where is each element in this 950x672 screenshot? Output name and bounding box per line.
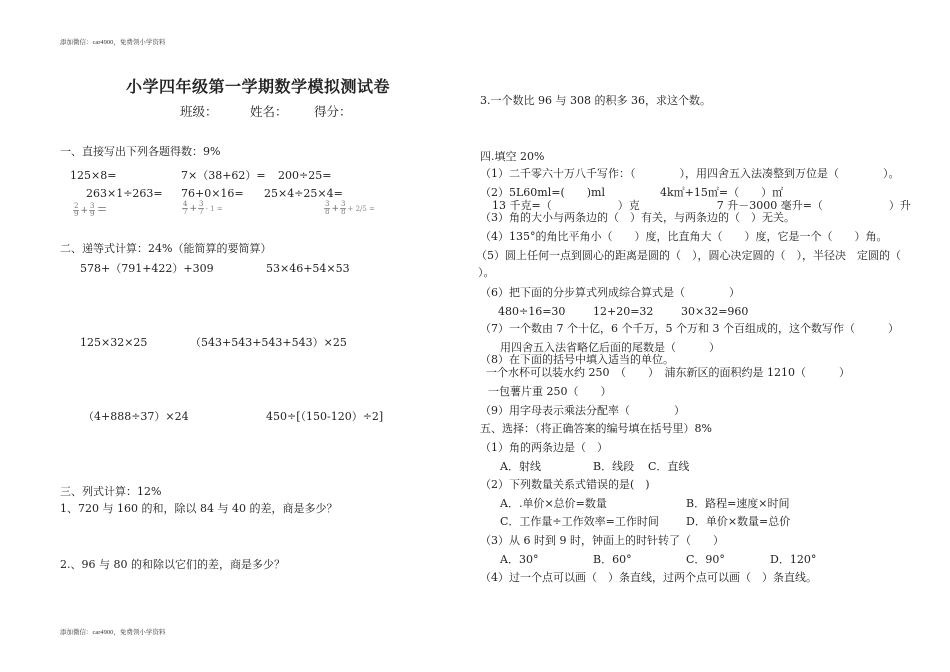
fraction-expr-2	[181, 201, 223, 216]
frac1-a-den: 9	[74, 210, 79, 218]
s2-item-2: 53×46+54×53	[266, 262, 350, 275]
frac1-b-den: 9	[90, 210, 95, 218]
s5-q2-opt-b: B．路程=速度×时间	[686, 497, 790, 510]
frac1-op: +	[80, 206, 89, 216]
s2-item-3: 125×32×25	[80, 336, 148, 349]
s2-item-4: （543+543+543+543）×25	[190, 336, 347, 349]
s4-q2a: （2）5L60ml=( )ml 4k㎡+15㎡=（ ）㎡	[480, 186, 784, 199]
bottom-watermark: 添加微信：car4900，免费领小学资料	[60, 629, 166, 636]
frac2-b-num: 3	[199, 200, 204, 208]
frac1-a-num: 2	[74, 202, 79, 210]
class-label: 班级：	[180, 104, 218, 119]
s4-q6-step2: 12+20=32	[593, 305, 654, 318]
s2-item-5: （4+888÷37）×24	[83, 410, 189, 423]
s4-q1: （1）二千零六十万八千写作：（ ），用四舍五入法凑整到万位是（ ）。	[480, 167, 900, 180]
s1-r2-c1: 263×1÷263=	[86, 187, 163, 200]
s4-q3: （3）角的大小与两条边的（ ）有关，与两条边的（ ）无关。	[480, 211, 795, 224]
s5-q3-opt-b: B．60°	[593, 553, 632, 566]
s5-q1-opt-a: A．射线	[500, 460, 541, 473]
s4-q4: （4）135°的角比平角小（ ）度，比直角大（ ）度，它是一个（ ）角。	[480, 230, 888, 243]
frac3-a-num: 3	[325, 200, 330, 208]
s5-q3: （3）从 6 时到 9 时，钟面上的时针转了（ ）	[480, 534, 724, 547]
section2-heading: 二、递等式计算：24%（能简算的要简算）	[60, 242, 272, 255]
s5-q1: （1）角的两条边是（ ）	[480, 441, 608, 454]
frac2-a-den: 7	[183, 208, 188, 216]
section3-heading: 三、列式计算：12%	[60, 485, 162, 498]
s4-q7b: 用四舍五入法省略亿后面的尾数是（ ）	[500, 341, 720, 354]
frac2-tail: - 1 =	[205, 205, 223, 213]
section4-heading: 四.填空 20%	[480, 150, 545, 163]
frac3-a-den: 8	[325, 208, 330, 216]
name-label: 姓名：	[250, 104, 288, 119]
frac1-b-num: 3	[90, 202, 95, 210]
s4-q6-step1: 480÷16=30	[498, 305, 566, 318]
r-q3: 3.一个数比 96 与 308 的积多 36，求这个数。	[480, 94, 711, 107]
frac2-a-num: 4	[183, 200, 188, 208]
s4-q8: （8）在下面的括号中填入适当的单位。	[480, 353, 674, 366]
s5-q2: （2）下列数量关系式错误的是( )	[480, 478, 650, 491]
s4-q2b: 13 千克=（ ）克 7 升－3000 毫升=（ ）升	[492, 199, 911, 212]
s5-q1-opt-b: B．线段	[593, 460, 635, 473]
fraction-expr-3	[323, 201, 375, 216]
s5-q4: （4）过一个点可以画（ ）条直线，过两个点可以画（ ）条直线。	[480, 571, 817, 584]
frac3-b-num: 3	[341, 200, 346, 208]
s5-q3-opt-c: C．90°	[686, 553, 725, 566]
frac1-tail: ＝	[96, 203, 108, 216]
s2-item-6: 450÷[（150-120）÷2]	[266, 410, 384, 423]
frac3-tail: + 2/5 =	[347, 205, 375, 213]
section1-heading: 一、直接写出下列各题得数：9%	[60, 145, 221, 158]
s3-q2: 2.、96 与 80 的和除以它们的差，商是多少？	[60, 558, 285, 571]
section5-heading: 五、选择：（将正确答案的编号填在括号里）8%	[480, 422, 712, 435]
frac3-b-den: 8	[341, 208, 346, 216]
s1-r2-c3: 25×4÷25×4=	[264, 187, 343, 200]
s4-q5a: （5）圆上任何一点到圆心的距离是圆的（ ），圆心决定圆的（ ），半径决 定圆的（	[476, 249, 912, 262]
s3-q1: 1、720 与 160 的和，除以 84 与 40 的差，商是多少？	[60, 502, 338, 515]
s4-q6: （6）把下面的分步算式列成综合算式是（ ）	[480, 286, 740, 299]
s4-q8a: 一个水杯可以装水约 250 （ ） 浦东新区的面积约是 1210（ ）	[486, 366, 850, 379]
score-label: 得分：	[314, 104, 352, 119]
s1-r1-c1: 125×8=	[70, 169, 117, 182]
top-watermark: 添加微信：car4900，免费领小学资料	[60, 39, 166, 46]
s4-q7a: （7）一个数由 7 个十亿，6 个千万，5 个万和 3 个百组成的，这个数写作（ ）	[480, 322, 899, 335]
s2-item-1: 578+（791+422）+309	[80, 262, 214, 275]
s5-q1-opt-c: C．直线	[648, 460, 690, 473]
frac2-b-den: 7	[199, 208, 204, 216]
s4-q8b: 一包薯片重 250（ ）	[488, 385, 612, 398]
s5-q3-opt-d: D．120°	[770, 553, 817, 566]
page-title: 小学四年级第一学期数学模拟测试卷	[126, 77, 391, 96]
s4-q9: （9）用字母表示乘法分配率（ ）	[480, 404, 685, 417]
s4-q5b: ）。	[478, 266, 495, 279]
s4-q6-step3: 30×32=960	[681, 305, 749, 318]
s5-q3-opt-a: A．30°	[500, 553, 539, 566]
s5-q2-opt-d: D．单价×数量=总价	[686, 515, 791, 528]
s1-r2-c2: 76+0×16=	[181, 187, 244, 200]
s1-r1-c3: 200÷25=	[278, 169, 332, 182]
s5-q2-opt-a: A．.单价×总价=数量	[500, 497, 607, 510]
s1-r1-c2: 7×（38+62）=	[181, 169, 266, 182]
frac2-op: +	[189, 204, 198, 214]
frac3-op: +	[331, 204, 340, 214]
fraction-expr-1	[72, 201, 107, 218]
s5-q2-opt-c: C．工作量÷工作效率=工作时间	[500, 515, 659, 528]
